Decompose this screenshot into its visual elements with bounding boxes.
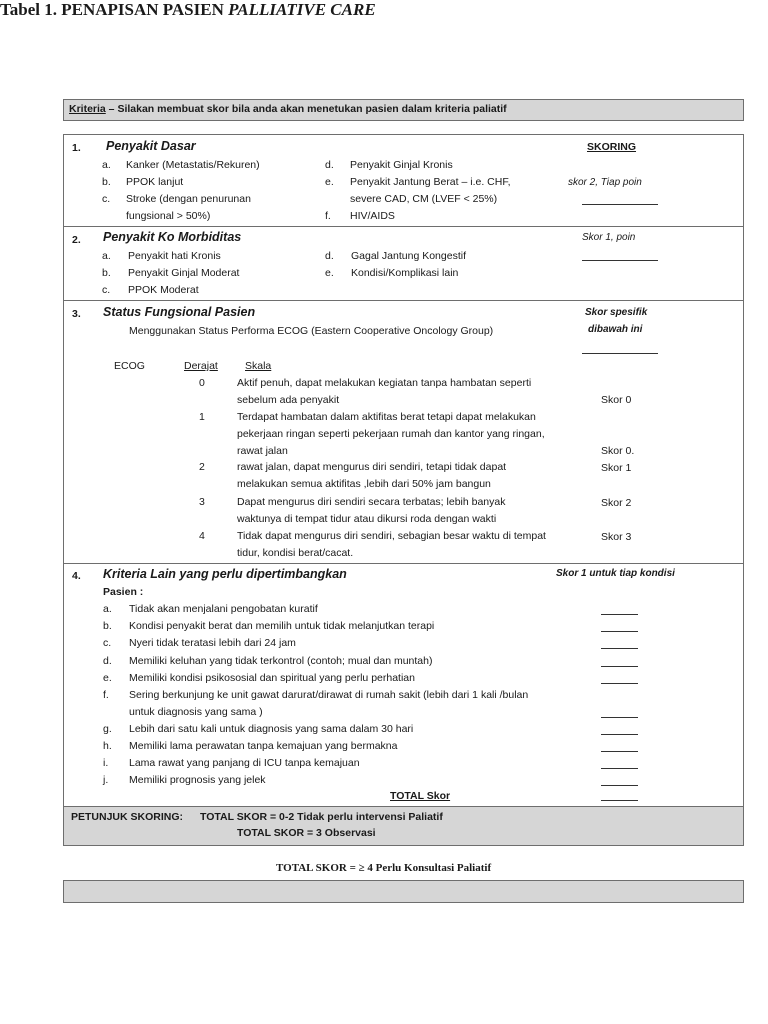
ecog-scale-line: pekerjaan ringan seperti pekerjaan rumah dan kantor yang ringan, xyxy=(237,428,545,440)
criteria-item: Tidak akan menjalani pengobatan kuratif xyxy=(129,603,318,615)
ecog-scale-line: Dapat mengurus diri sendiri secara terbatas; lebih banyak xyxy=(237,496,506,508)
item-key: i. xyxy=(103,757,109,769)
skoring-heading: SKORING xyxy=(587,141,637,153)
item-key: b. xyxy=(102,176,111,188)
ecog-score: Skor 0 xyxy=(601,394,632,406)
criteria-item: Nyeri tidak teratasi lebih dari 24 jam xyxy=(129,637,296,649)
list-item: Gagal Jantung Kongestif xyxy=(351,250,466,262)
ecog-degree: 2 xyxy=(199,461,205,473)
item-key: e. xyxy=(325,267,334,279)
section-divider xyxy=(63,300,743,301)
total-skor-footer: TOTAL SKOR = ≥ 4 Perlu Konsultasi Paliatif xyxy=(276,862,492,874)
section-score: skor 2, Tiap poin xyxy=(568,177,642,188)
criteria-score-blank[interactable] xyxy=(601,785,638,786)
criteria-score-blank[interactable] xyxy=(601,631,638,632)
skala-header: Skala xyxy=(245,360,272,372)
list-item: severe CAD, CM (LVEF < 25%) xyxy=(350,193,498,205)
criteria-score-blank[interactable] xyxy=(601,614,638,615)
ecog-scale-line: rawat jalan xyxy=(237,445,288,457)
derajat-header: Derajat xyxy=(184,360,218,372)
item-key: d. xyxy=(103,655,112,667)
list-item: PPOK lanjut xyxy=(126,176,184,188)
section-title: Kriteria Lain yang perlu dipertimbangkan xyxy=(103,567,347,581)
ecog-scale-line: sebelum ada penyakit xyxy=(237,394,340,406)
ecog-description: Menggunakan Status Performa ECOG (Eastern Cooperative Oncology Group) xyxy=(129,325,494,337)
item-key: a. xyxy=(103,603,112,615)
section-score: Skor spesifik xyxy=(585,307,648,318)
ecog-degree: 4 xyxy=(199,530,205,542)
list-item: Penyakit Ginjal Moderat xyxy=(128,267,240,279)
criteria-score-blank[interactable] xyxy=(601,648,638,649)
item-key: e. xyxy=(325,176,334,188)
criteria-score-blank[interactable] xyxy=(601,751,638,752)
section-score: Skor 1, poin xyxy=(582,232,636,243)
kriteria-text: Kriteria – Silakan membuat skor bila anda akan menetukan pasien dalam kriteria paliatif xyxy=(69,103,507,115)
item-key: j. xyxy=(103,774,109,786)
petunjuk-rule-1: TOTAL SKOR = 0-2 Tidak perlu intervensi Paliatif xyxy=(200,811,443,823)
criteria-score-blank[interactable] xyxy=(601,768,638,769)
criteria-score-blank[interactable] xyxy=(601,717,638,718)
ecog-scale-line: Aktif penuh, dapat melakukan kegiatan tanpa hambatan seperti xyxy=(237,377,532,389)
section-number: 2. xyxy=(72,234,81,246)
criteria-item: Memiliki kondisi psikososial dan spiritual yang perlu perhatian xyxy=(129,672,415,684)
criteria-item: Memiliki prognosis yang jelek xyxy=(129,774,266,786)
section-title: Penyakit Ko Morbiditas xyxy=(103,230,242,244)
ecog-score: Skor 0. xyxy=(601,445,635,457)
item-key: a. xyxy=(102,159,111,171)
score-blank[interactable] xyxy=(582,260,658,261)
item-key: c. xyxy=(103,637,112,649)
ecog-score: Skor 2 xyxy=(601,497,632,509)
petunjuk-rule-2: TOTAL SKOR = 3 Observasi xyxy=(237,827,376,839)
score-blank[interactable] xyxy=(582,204,658,205)
item-key: f. xyxy=(325,210,331,222)
item-key: c. xyxy=(102,193,111,205)
list-item: Penyakit hati Kronis xyxy=(128,250,221,262)
section-divider xyxy=(63,226,743,227)
section-title: Status Fungsional Pasien xyxy=(103,305,256,319)
criteria-score-blank[interactable] xyxy=(601,666,638,667)
criteria-item: Lebih dari satu kali untuk diagnosis yang sama dalam 30 hari xyxy=(129,723,414,735)
list-item: Penyakit Ginjal Kronis xyxy=(350,159,453,171)
ecog-scale-line: waktunya di tempat tidur atau dikursi roda dengan wakti xyxy=(237,513,497,525)
item-key: a. xyxy=(102,250,111,262)
item-key: h. xyxy=(103,740,112,752)
criteria-item: Memiliki lama perawatan tanpa kemajuan yang bermakna xyxy=(129,740,398,752)
section-score: dibawah ini xyxy=(588,324,643,335)
item-key: g. xyxy=(103,723,112,735)
ecog-scale-line: melakukan semua aktifitas ,lebih dari 50% jam bangun xyxy=(237,478,491,490)
pasien-label: Pasien : xyxy=(103,586,144,598)
criteria-score-blank[interactable] xyxy=(601,734,638,735)
list-item: Stroke (dengan penurunan xyxy=(126,193,251,205)
item-key: e. xyxy=(103,672,112,684)
criteria-item: Memiliki keluhan yang tidak terkontrol (contoh; mual dan muntah) xyxy=(129,655,433,667)
ecog-scale-line: Terdapat hambatan dalam aktifitas berat tetapi dapat melakukan xyxy=(237,411,536,423)
section-number: 4. xyxy=(72,570,81,582)
criteria-item: Lama rawat yang panjang di ICU tanpa kemajuan xyxy=(129,757,360,769)
ecog-score: Skor 1 xyxy=(601,462,632,474)
bottom-bar xyxy=(63,880,744,903)
section-number: 1. xyxy=(72,142,81,154)
section-title: Penyakit Dasar xyxy=(106,139,196,153)
criteria-score-blank[interactable] xyxy=(601,683,638,684)
list-item: Kondisi/Komplikasi lain xyxy=(351,267,459,279)
list-item: HIV/AIDS xyxy=(350,210,395,222)
criteria-item: untuk diagnosis yang sama ) xyxy=(129,706,263,718)
ecog-scale-line: Tidak dapat mengurus diri sendiri, sebagian besar waktu di tempat xyxy=(237,530,546,542)
item-key: c. xyxy=(102,284,111,296)
ecog-scale-line: tidur, kondisi berat/cacat. xyxy=(237,547,354,559)
list-item: Kanker (Metastatis/Rekuren) xyxy=(126,159,260,171)
ecog-degree: 0 xyxy=(199,377,205,389)
total-skor-label: TOTAL Skor xyxy=(390,790,451,802)
item-key: b. xyxy=(103,620,112,632)
page-title: Tabel 1. PENAPISAN PASIEN PALLIATIVE CARE xyxy=(0,0,376,19)
ecog-scale-line: rawat jalan, dapat mengurus diri sendiri, tetapi tidak dapat xyxy=(237,461,507,473)
item-key: f. xyxy=(103,689,109,701)
item-key: b. xyxy=(102,267,111,279)
score-blank[interactable] xyxy=(582,353,658,354)
list-item: PPOK Moderat xyxy=(128,284,199,296)
ecog-degree: 3 xyxy=(199,496,205,508)
list-item: Penyakit Jantung Berat – i.e. CHF, xyxy=(350,176,511,188)
total-score-blank[interactable] xyxy=(601,800,638,801)
criteria-item: Kondisi penyakit berat dan memilih untuk tidak melanjutkan terapi xyxy=(129,620,435,632)
section-score: Skor 1 untuk tiap kondisi xyxy=(556,568,675,579)
item-key: d. xyxy=(325,250,334,262)
petunjuk-label: PETUNJUK SKORING: xyxy=(71,811,184,823)
section-divider xyxy=(63,563,743,564)
criteria-item: Sering berkunjung ke unit gawat darurat/dirawat di rumah sakit (lebih dari 1 kali /bulan xyxy=(129,689,529,701)
ecog-degree: 1 xyxy=(199,411,205,423)
section-number: 3. xyxy=(72,308,81,320)
item-key: d. xyxy=(325,159,334,171)
ecog-label: ECOG xyxy=(114,360,145,372)
list-item: fungsional > 50%) xyxy=(126,210,211,222)
ecog-score: Skor 3 xyxy=(601,531,632,543)
